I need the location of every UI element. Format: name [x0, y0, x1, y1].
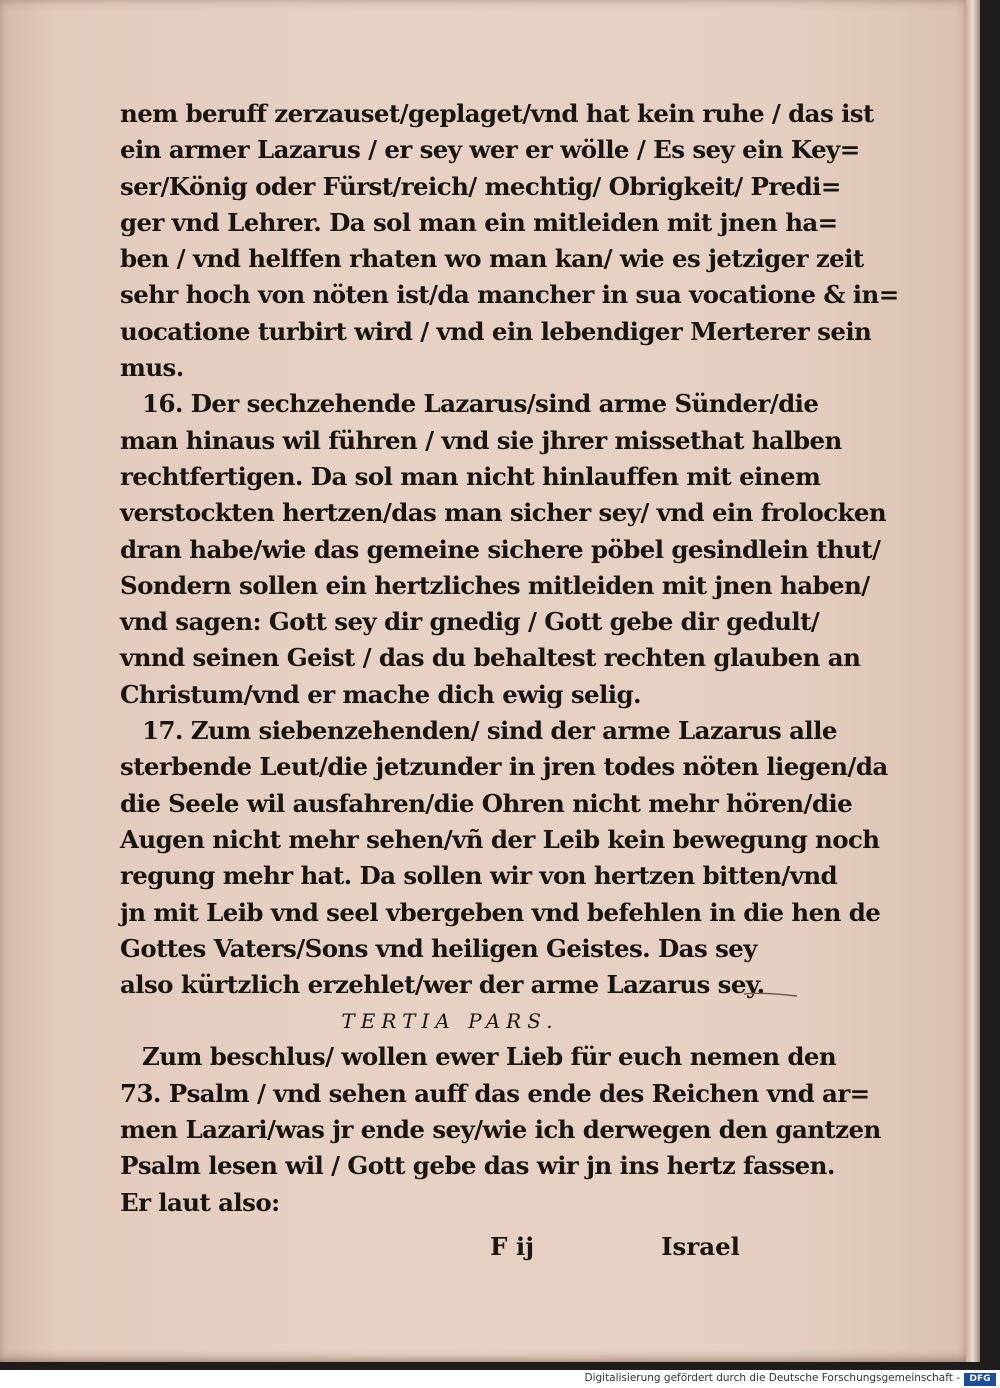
page-footer — [120, 1221, 740, 1273]
text-line: ser/König oder Fürst/reich/ mechtig/ Obrigkeit/ Predi= — [120, 171, 841, 201]
text-line: vnd sagen: Gott sey dir gnedig / Gott gebe dir gedult/ — [120, 607, 820, 637]
text-line: dran habe/wie das gemeine sichere pöbel gesindlein thut/ — [120, 534, 881, 564]
text-line: vnnd seinen Geist / das du behaltest rechten glauben an — [120, 643, 861, 673]
text-line: 17. Zum siebenzehenden/ sind der arme Lazarus alle — [142, 716, 837, 746]
catchword: Israel — [661, 1231, 740, 1261]
text-line: 16. Der sechzehende Lazarus/sind arme Sünder/die — [142, 389, 819, 419]
text-line: uocatione turbirt wird / vnd ein lebendiger Merterer sein — [120, 316, 872, 346]
text-line: sterbende Leut/die jetzunder in jren todes nöten liegen/da — [120, 752, 888, 782]
text-line: Augen nicht mehr sehen/vñ der Leib kein bewegung noch — [120, 824, 880, 854]
dfg-logo: DFG — [964, 1373, 996, 1386]
text-line: 73. Psalm / vnd sehen auff das ende des Reichen vnd ar= — [120, 1078, 870, 1108]
text-line: mus. — [120, 353, 184, 383]
text-line: verstockten hertzen/das man sicher sey/ vnd ein frolocken — [120, 498, 887, 528]
text-line: regung mehr hat. Da sollen wir von hertzen bitten/vnd — [120, 861, 838, 891]
text-line: ben / vnd helffen rhaten wo man kan/ wie es jetziger zeit — [120, 244, 864, 274]
signature-mark: F ij — [490, 1231, 535, 1261]
text-line: Er laut also: — [120, 1187, 280, 1217]
text-line: Psalm lesen wil / Gott gebe das wir jn ins hertz fassen. — [120, 1151, 835, 1181]
text-line: ein armer Lazarus / er sey wer er wölle / Es sey ein Key= — [120, 135, 860, 165]
digitization-credit-bar — [0, 1370, 1000, 1388]
text-line: nem beruff zerzauset/geplaget/vnd hat kein ruhe / das ist — [120, 99, 874, 128]
text-line: Zum beschlus/ wollen ewer Lieb für euch nemen den — [142, 1042, 837, 1072]
text-line: die Seele wil ausfahren/die Ohren nicht mehr hören/die — [120, 788, 853, 818]
credit-text: Digitalisierung gefördert durch die Deutsche Forschungsgemeinschaft - — [584, 1372, 960, 1384]
text-line: men Lazari/was jr ende sey/wie ich derwegen den gantzen — [120, 1115, 881, 1145]
text-line: Gottes Vaters/Sons vnd heiligen Geistes. Das sey — [120, 933, 757, 963]
text-line: jn mit Leib vnd seel vbergeben vnd befehlen in die hen de — [120, 897, 881, 927]
text-line: rechtfertigen. Da sol man nicht hinlauffen mit einem — [120, 461, 821, 491]
page-edge — [966, 0, 980, 1362]
text-line: Christum/vnd er mache dich ewig selig. — [120, 679, 641, 709]
pencil-stroke-mark — [742, 980, 802, 1010]
section-heading: TERTIA PARS. — [341, 1009, 559, 1034]
text-line: ger vnd Lehrer. Da sol man ein mitleiden mit jnen ha= — [120, 207, 838, 237]
text-line: man hinaus wil führen / vnd sie jhrer missethat halben — [120, 425, 842, 455]
text-line: sehr hoch von nöten ist/da mancher in sua vocatione & in= — [120, 280, 899, 310]
text-line: also kürtzlich erzehlet/wer der arme Lazarus sey. — [120, 970, 765, 1000]
page-text — [120, 96, 899, 1273]
text-line: Sondern sollen ein hertzliches mitleiden mit jnen haben/ — [120, 570, 870, 600]
